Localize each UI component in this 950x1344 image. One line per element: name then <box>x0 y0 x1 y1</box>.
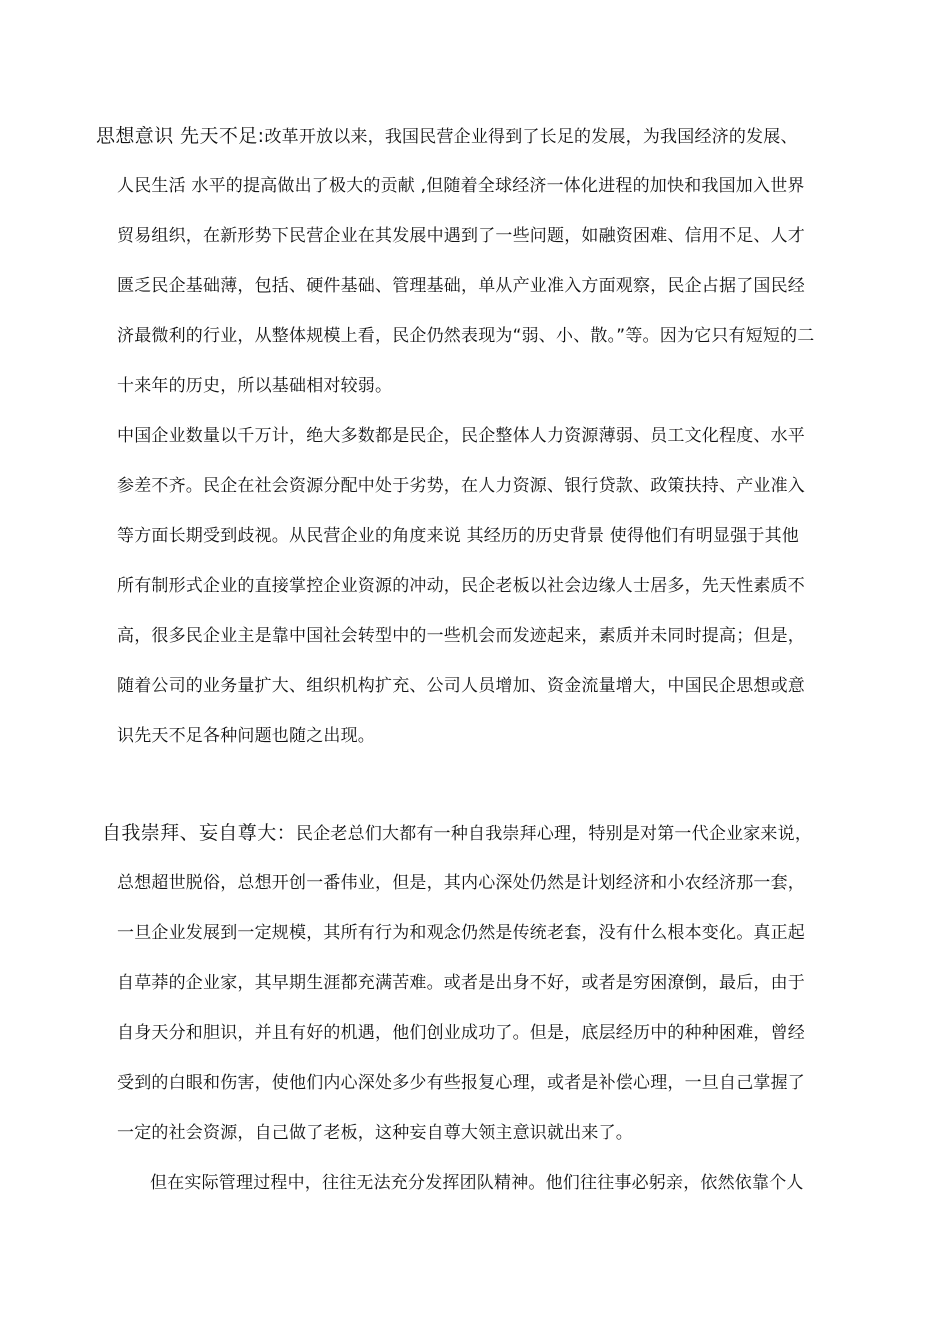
paragraph-line: 一旦企业发展到一定规模，其所有行为和观念仍然是传统老套，没有什么根本变化。真正起 <box>117 923 805 943</box>
paragraph-line: 中国企业数量以千万计，绝大多数都是民企，民企整体人力资源薄弱、员工文化程度、水平 <box>117 426 805 446</box>
text-run: 民企老总们大都有一种自我崇拜心理，特别是对第一代企业家来说， <box>296 824 813 844</box>
paragraph-line: 识先天不足各种问题也随之出现。 <box>117 726 375 746</box>
paragraph-line: 但在实际管理过程中，往往无法充分发挥团队精神。他们往往事必躬亲，依然依靠个人 <box>150 1173 804 1193</box>
paragraph-line: 济最微利的行业，从整体规模上看，民企仍然表现为“弱、小、散。”等。因为它只有短短的二 <box>117 326 815 346</box>
paragraph-line: 所有制形式企业的直接掌控企业资源的冲动，民企老板以社会边缘人士居多，先天性素质不 <box>117 576 805 596</box>
paragraph-line: 随着公司的业务量扩大、组织机构扩充、公司人员增加、资金流量增大，中国民企思想或意 <box>117 676 805 696</box>
paragraph-line: 参差不齐。民企在社会资源分配中处于劣势，在人力资源、银行贷款、政策扶持、产业准入 <box>117 476 805 496</box>
paragraph-line: 一定的社会资源，自己做了老板，这种妄自尊大领主意识就出来了。 <box>117 1123 633 1143</box>
paragraph-line <box>102 822 812 845</box>
paragraph-line: 总想超世脱俗，总想开创一番伟业，但是，其内心深处仍然是计划经济和小农经济那一套， <box>117 873 805 893</box>
text-run: 改革开放以来，我国民营企业得到了长足的发展，为我国经济的发展、 <box>264 127 798 147</box>
paragraph-line: 人民生活 水平的提高做出了极大的贡献 ,但随着全球经济一体化进程的加快和我国加入世界 <box>117 176 805 196</box>
paragraph-line: 自身天分和胆识，并且有好的机遇，他们创业成功了。但是，底层经历中的种种困难，曾经 <box>117 1023 805 1043</box>
paragraph-line: 十来年的历史，所以基础相对较弱。 <box>117 376 393 396</box>
paragraph-line <box>96 125 798 148</box>
paragraph-line: 受到的白眼和伤害，使他们内心深处多少有些报复心理，或者是补偿心理，一旦自己掌握了 <box>117 1073 805 1093</box>
paragraph-line: 等方面长期受到歧视。从民营企业的角度来说 其经历的历史背景 使得他们有明显强于其他 <box>117 526 800 546</box>
paragraph-line: 贸易组织，在新形势下民营企业在其发展中遇到了一些问题，如融资困难、信用不足、人才 <box>117 226 805 246</box>
section-heading-2: 自我崇拜、妄自尊大： <box>102 822 297 844</box>
paragraph-line: 高，很多民企业主是靠中国社会转型中的一些机会而发迹起来，素质并未同时提高；但是， <box>117 626 805 646</box>
paragraph-line: 匮乏民企基础薄，包括、硬件基础、管理基础，单从产业准入方面观察，民企占据了国民经 <box>117 276 805 296</box>
paragraph-line: 自草莽的企业家，其早期生涯都充满苦难。或者是出身不好，或者是穷困潦倒，最后，由于 <box>117 973 805 993</box>
section-heading-1: 思想意识 先天不足: <box>96 125 265 147</box>
